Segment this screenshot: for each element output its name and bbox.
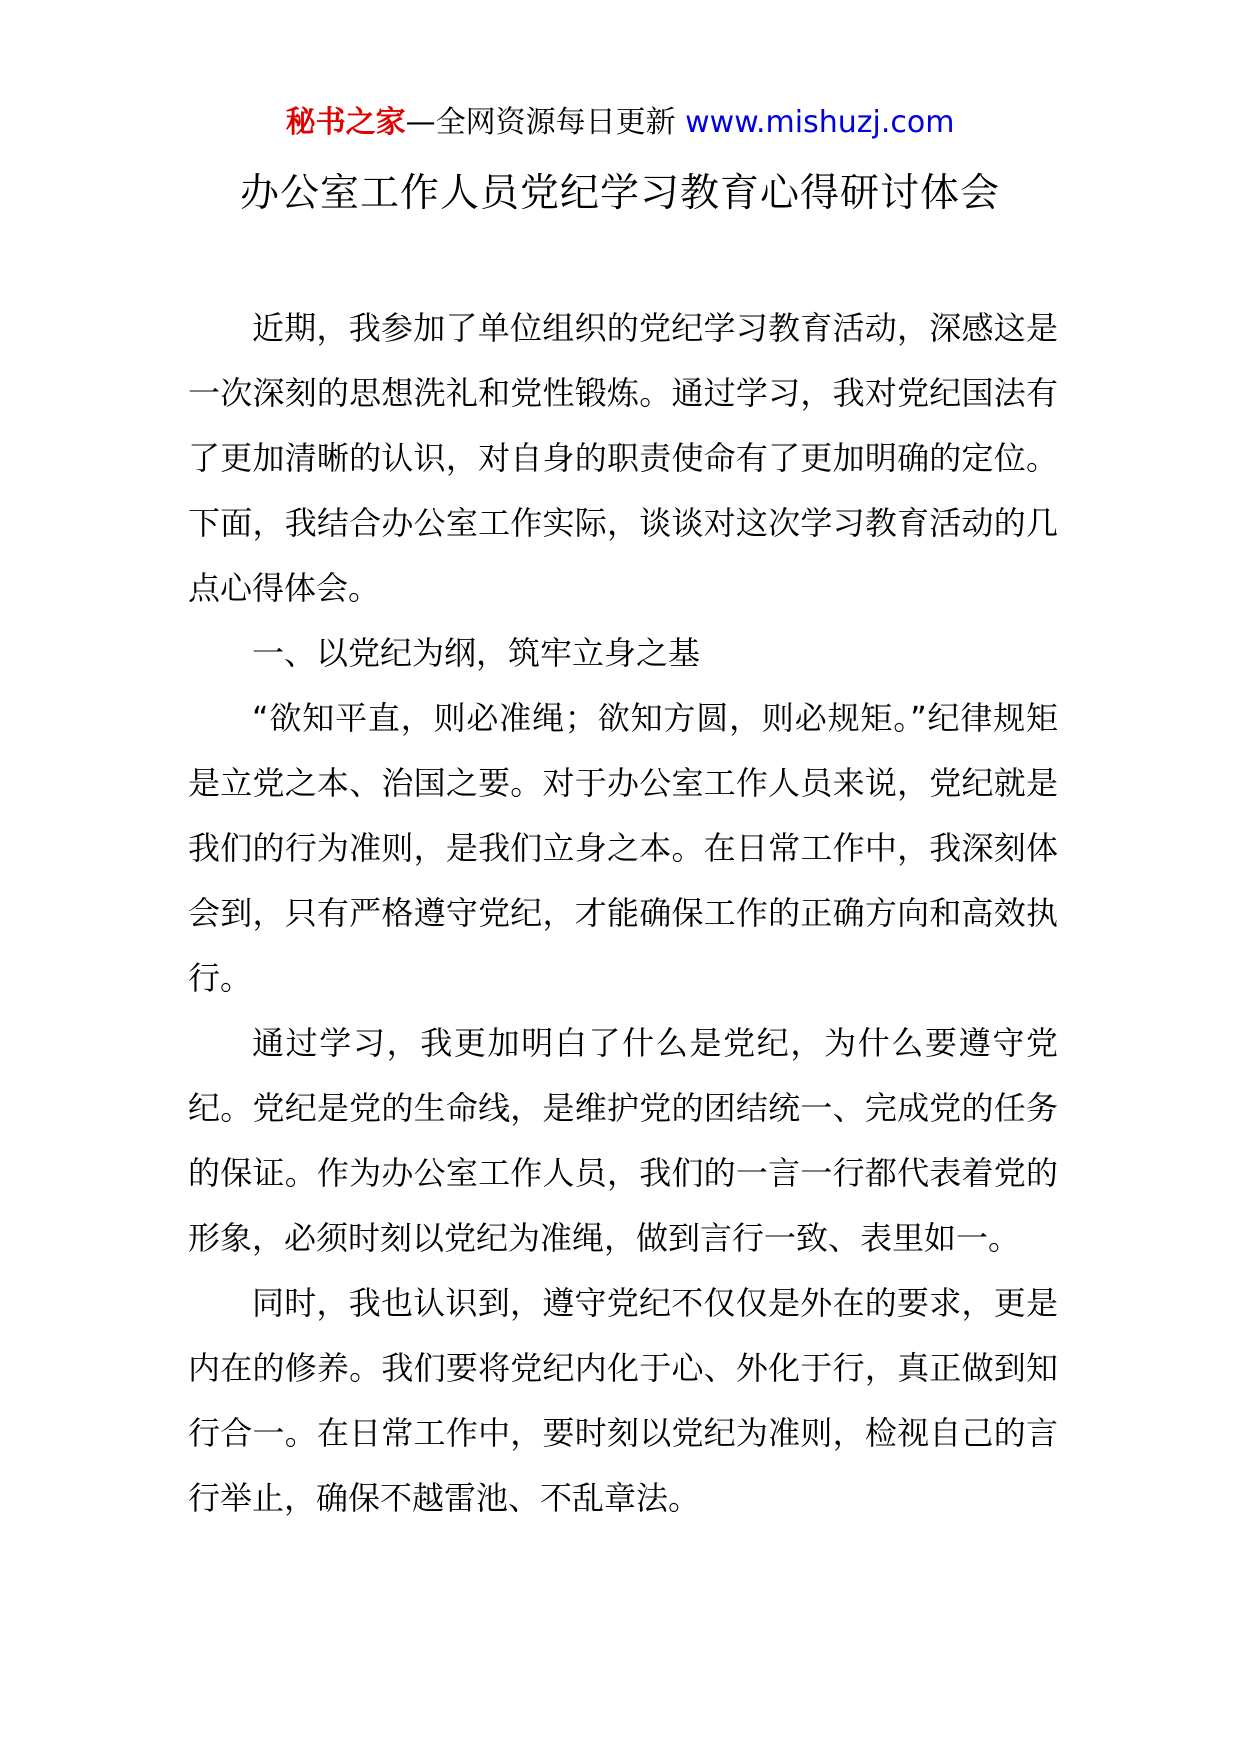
site-url-link[interactable]: www.mishuzj.com <box>685 105 955 140</box>
document-body <box>188 296 1058 1531</box>
site-brand: 秘书之家 <box>285 105 406 140</box>
site-header <box>0 98 1240 148</box>
paragraph-discipline-quote: “欲知平直，则必准绳；欲知方圆，则必规矩。”纪律规矩是立党之本、治国之要。对于办公室工作人员来说，党纪就是我们的行为准则，是我们立身之本。在日常工作中，我深刻体会到，只有严格遵守党纪，才能确保工作的正确方向和高效执行。 <box>188 699 1058 997</box>
site-tagline: —全网资源每日更新 <box>405 105 676 140</box>
paragraph-internalize: 同时，我也认识到，遵守党纪不仅仅是外在的要求，更是内在的修养。我们要将党纪内化于心、外化于行，真正做到知行合一。在日常工作中，要时刻以党纪为准则，检视自己的言行举止，确保不越雷池、不乱章法。 <box>188 1284 1058 1517</box>
paragraph-intro: 近期，我参加了单位组织的党纪学习教育活动，深感这是一次深刻的思想洗礼和党性锻炼。通过学习，我对党纪国法有了更加清晰的认识，对自身的职责使命有了更加明确的定位。下面，我结合办公室工作实际，谈谈对这次学习教育活动的几点心得体会。 <box>188 309 1058 607</box>
paragraph-understanding: 通过学习，我更加明白了什么是党纪，为什么要遵守党纪。党纪是党的生命线，是维护党的团结统一、完成党的任务的保证。作为办公室工作人员，我们的一言一行都代表着党的形象，必须时刻以党纪为准绳，做到言行一致、表里如一。 <box>188 1024 1058 1257</box>
section-heading-1: 一、以党纪为纲，筑牢立身之基 <box>252 634 701 672</box>
document-title: 办公室工作人员党纪学习教育心得研讨体会 <box>239 171 1000 216</box>
